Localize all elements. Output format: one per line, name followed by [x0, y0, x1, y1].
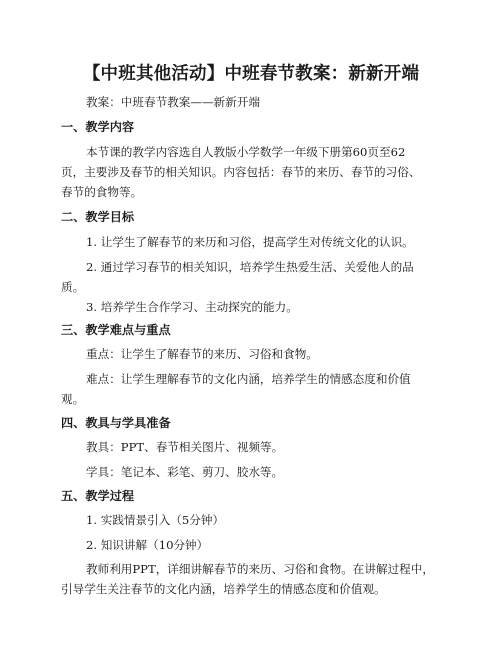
document-title: 【中班其他活动】中班春节教案：新新开端 — [82, 64, 420, 84]
section-heading-process: 五、教学过程 — [61, 489, 135, 503]
paragraph-line: 教具：PPT、春节相关图片、视频等。 — [86, 440, 284, 454]
section-heading-key-points: 三、教学难点与重点 — [61, 323, 171, 337]
paragraph-line: 页，主要涉及春节的相关知识。内容包括：春节的来历、春节的习俗、 — [61, 165, 421, 179]
paragraph-line: 观。 — [61, 392, 85, 406]
list-item: 1. 让学生了解春节的来历和习俗，提高学生对传统文化的认识。 — [86, 235, 414, 249]
paragraph-line: 重点：让学生了解春节的来历、习俗和食物。 — [86, 347, 318, 361]
paragraph-line: 教师利用PPT，详细讲解春节的来历、习俗和食物。在讲解过程中， — [86, 562, 434, 576]
list-item-continuation: 质。 — [61, 280, 85, 294]
list-item: 2. 知识讲解（10分钟） — [86, 538, 209, 552]
section-heading-materials: 四、教具与学具准备 — [61, 416, 171, 430]
paragraph-line: 学具：笔记本、彩笔、剪刀、胶水等。 — [86, 465, 284, 479]
paragraph-line: 春节的食物等。 — [61, 185, 143, 199]
section-heading-content: 一、教学内容 — [61, 120, 135, 134]
list-item: 1. 实践情景引入（5分钟） — [86, 513, 225, 527]
paragraph-line: 难点：让学生理解春节的文化内涵，培养学生的情感态度和价值 — [86, 372, 411, 386]
paragraph-line: 本节课的教学内容选自人教版小学数学一年级下册第60页至62 — [86, 145, 406, 159]
list-item: 2. 通过学习春节的相关知识，培养学生热爱生活、关爱他人的品 — [86, 260, 414, 274]
document-subtitle: 教案：中班春节教案——新新开端 — [86, 95, 260, 109]
section-heading-objectives: 二、教学目标 — [61, 210, 135, 224]
paragraph-line: 引导学生关注春节的文化内涵，培养学生的情感态度和价值观。 — [61, 582, 386, 596]
list-item: 3. 培养学生合作学习、主动探究的能力。 — [86, 300, 298, 314]
